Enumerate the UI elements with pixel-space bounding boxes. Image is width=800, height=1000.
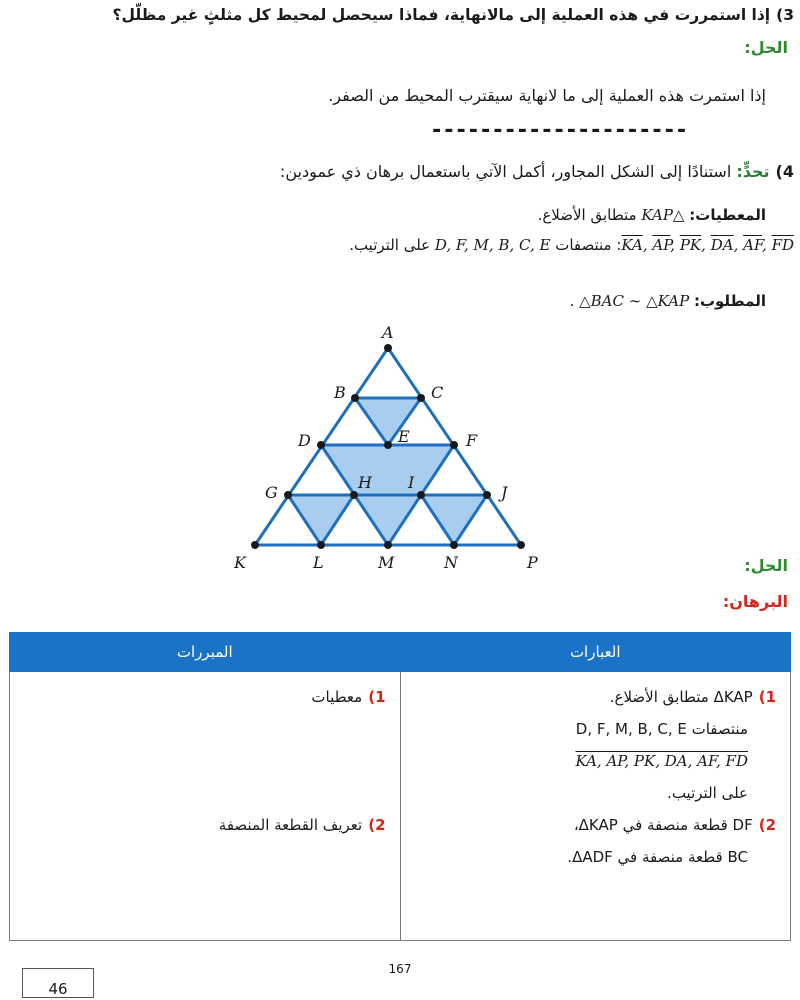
statement-1-line-1 xyxy=(415,682,777,714)
proof-table xyxy=(9,632,791,941)
segment-ka: $\overline{KA}$ xyxy=(621,236,643,254)
answer-3: إذا استمرت هذه العملية إلى ما لانهاية سيقترب المحيط من الصفر. xyxy=(328,86,766,105)
proof-header-row xyxy=(10,633,791,672)
header-reasons: المبررات xyxy=(10,633,401,672)
point-m xyxy=(384,541,392,549)
label-m: M xyxy=(378,553,395,572)
point-d xyxy=(317,441,325,449)
point-k xyxy=(251,541,259,549)
label-k: K xyxy=(234,553,246,572)
reason-spacer-3 xyxy=(24,778,386,810)
point-h xyxy=(350,491,358,499)
statement-1-line-2: منتصفات D, F, M, B, C, E xyxy=(575,720,748,738)
label-p: P xyxy=(527,553,538,572)
required-line xyxy=(570,292,766,310)
reasons-cell xyxy=(10,672,401,941)
statements-cell xyxy=(400,672,791,941)
label-a: A xyxy=(382,323,394,342)
label-g: G xyxy=(265,483,278,502)
header-statements: العبارات xyxy=(400,633,791,672)
midpoints-word: منتصفات xyxy=(555,236,612,254)
point-p xyxy=(517,541,525,549)
reason-2 xyxy=(24,810,386,842)
label-i: I xyxy=(408,473,415,492)
solution-label-4: الحل: xyxy=(744,556,788,575)
point-g xyxy=(284,491,292,499)
label-n: N xyxy=(444,553,458,572)
segment-ap: $\overline{AP}$ xyxy=(652,236,671,254)
point-i xyxy=(417,491,425,499)
label-j: J xyxy=(501,483,508,502)
page-box: 46 xyxy=(22,968,94,998)
proof-row xyxy=(10,672,791,941)
label-l: L xyxy=(313,553,324,572)
segment-af: $\overline{AF}$ xyxy=(743,236,763,254)
reason-1-number: 1) xyxy=(368,688,386,706)
label-d: D xyxy=(298,431,311,450)
page-number: 167 xyxy=(388,962,412,976)
point-f xyxy=(450,441,458,449)
question-4 xyxy=(280,162,794,181)
given-line-1 xyxy=(538,206,766,224)
given-triangle: △KAP xyxy=(641,206,685,224)
triangle-figure xyxy=(220,318,550,578)
dashed-separator: --------------------- xyxy=(430,118,688,143)
segment-da: $\overline{DA}$ xyxy=(710,236,734,254)
label-h: H xyxy=(358,473,372,492)
segments-list: $\overline{KA}$, $\overline{AP}$, $\overline{PK}$, $\overline{DA}$, $\overline{AF}$, $\overline{FD}$ xyxy=(621,236,794,254)
label-b: B xyxy=(334,383,346,402)
statement-1-line-4: على الترتيب. xyxy=(667,784,748,802)
required-label: المطلوب: xyxy=(693,292,766,310)
given-label: المعطيات: xyxy=(689,206,766,224)
point-e xyxy=(384,441,392,449)
proof-label: البرهان: xyxy=(722,592,788,611)
reason-2-text: تعريف القطعة المنصفة xyxy=(218,816,363,834)
given-line-2: $\overline{KA}$, $\overline{AP}$, $\overline{PK}$, $\overline{DA}$, $\overline{AF}$, $\overline{FD}$: منتصفات D, F, M, B, C, E على الترتيب. xyxy=(349,236,794,254)
question-4-text: استنادًا إلى الشكل المجاور، أكمل الآتي باستعمال برهان ذي عمودين: xyxy=(279,162,732,181)
statement-1-number: 1) xyxy=(758,688,776,706)
point-a xyxy=(384,344,392,352)
reason-1 xyxy=(24,682,386,714)
point-j xyxy=(483,491,491,499)
statement-2-line-2: BC قطعة منصفة في ΔADF. xyxy=(567,848,748,866)
statement-2-line-1 xyxy=(415,810,777,842)
segment-pk: $\overline{PK}$ xyxy=(679,236,702,254)
midpoints-points: D, F, M, B, C, E xyxy=(434,236,551,254)
reason-spacer-1 xyxy=(24,714,386,746)
reason-spacer-2 xyxy=(24,746,386,778)
shaded-triangle-ijn xyxy=(421,495,487,545)
given-text: متطابق الأضلاع. xyxy=(537,206,637,224)
question-3-text: إذا استمررت في هذه العملية إلى مالانهاية، فماذا سيحصل لمحيط كل مثلثٍ غير مظلّل؟ xyxy=(112,6,771,24)
midpoints-suffix: على الترتيب. xyxy=(349,236,431,254)
point-b xyxy=(351,394,359,402)
label-e: E xyxy=(398,427,410,446)
shaded-triangle-bec xyxy=(355,398,421,445)
segment-fd: $\overline{FD}$ xyxy=(771,236,794,254)
challenge-tag: تحدٍّ: xyxy=(736,162,770,181)
question-3-number: 3) xyxy=(776,6,794,24)
label-f: F xyxy=(466,431,478,450)
statement-2-number: 2) xyxy=(758,816,776,834)
point-l xyxy=(317,541,325,549)
question-3 xyxy=(113,6,795,24)
label-c: C xyxy=(431,383,444,402)
shaded-regions xyxy=(288,398,487,545)
reason-2-number: 2) xyxy=(368,816,386,834)
point-n xyxy=(450,541,458,549)
statement-2-text-1: DF قطعة منصفة في ΔKAP، xyxy=(573,816,753,834)
solution-label-3: الحل: xyxy=(744,38,788,57)
point-c xyxy=(417,394,425,402)
shaded-triangle-ghl xyxy=(288,495,354,545)
required-value: △BAC ∼ △KAP xyxy=(579,292,690,310)
reason-1-text: معطيات xyxy=(311,688,363,706)
question-4-number: 4) xyxy=(775,162,794,181)
statement-1-text-1: ΔKAP متطابق الأضلاع. xyxy=(609,688,753,706)
statement-1-line-3: KA, AP, PK, DA, AF, FD xyxy=(575,752,748,770)
required-dot: . xyxy=(569,292,575,310)
